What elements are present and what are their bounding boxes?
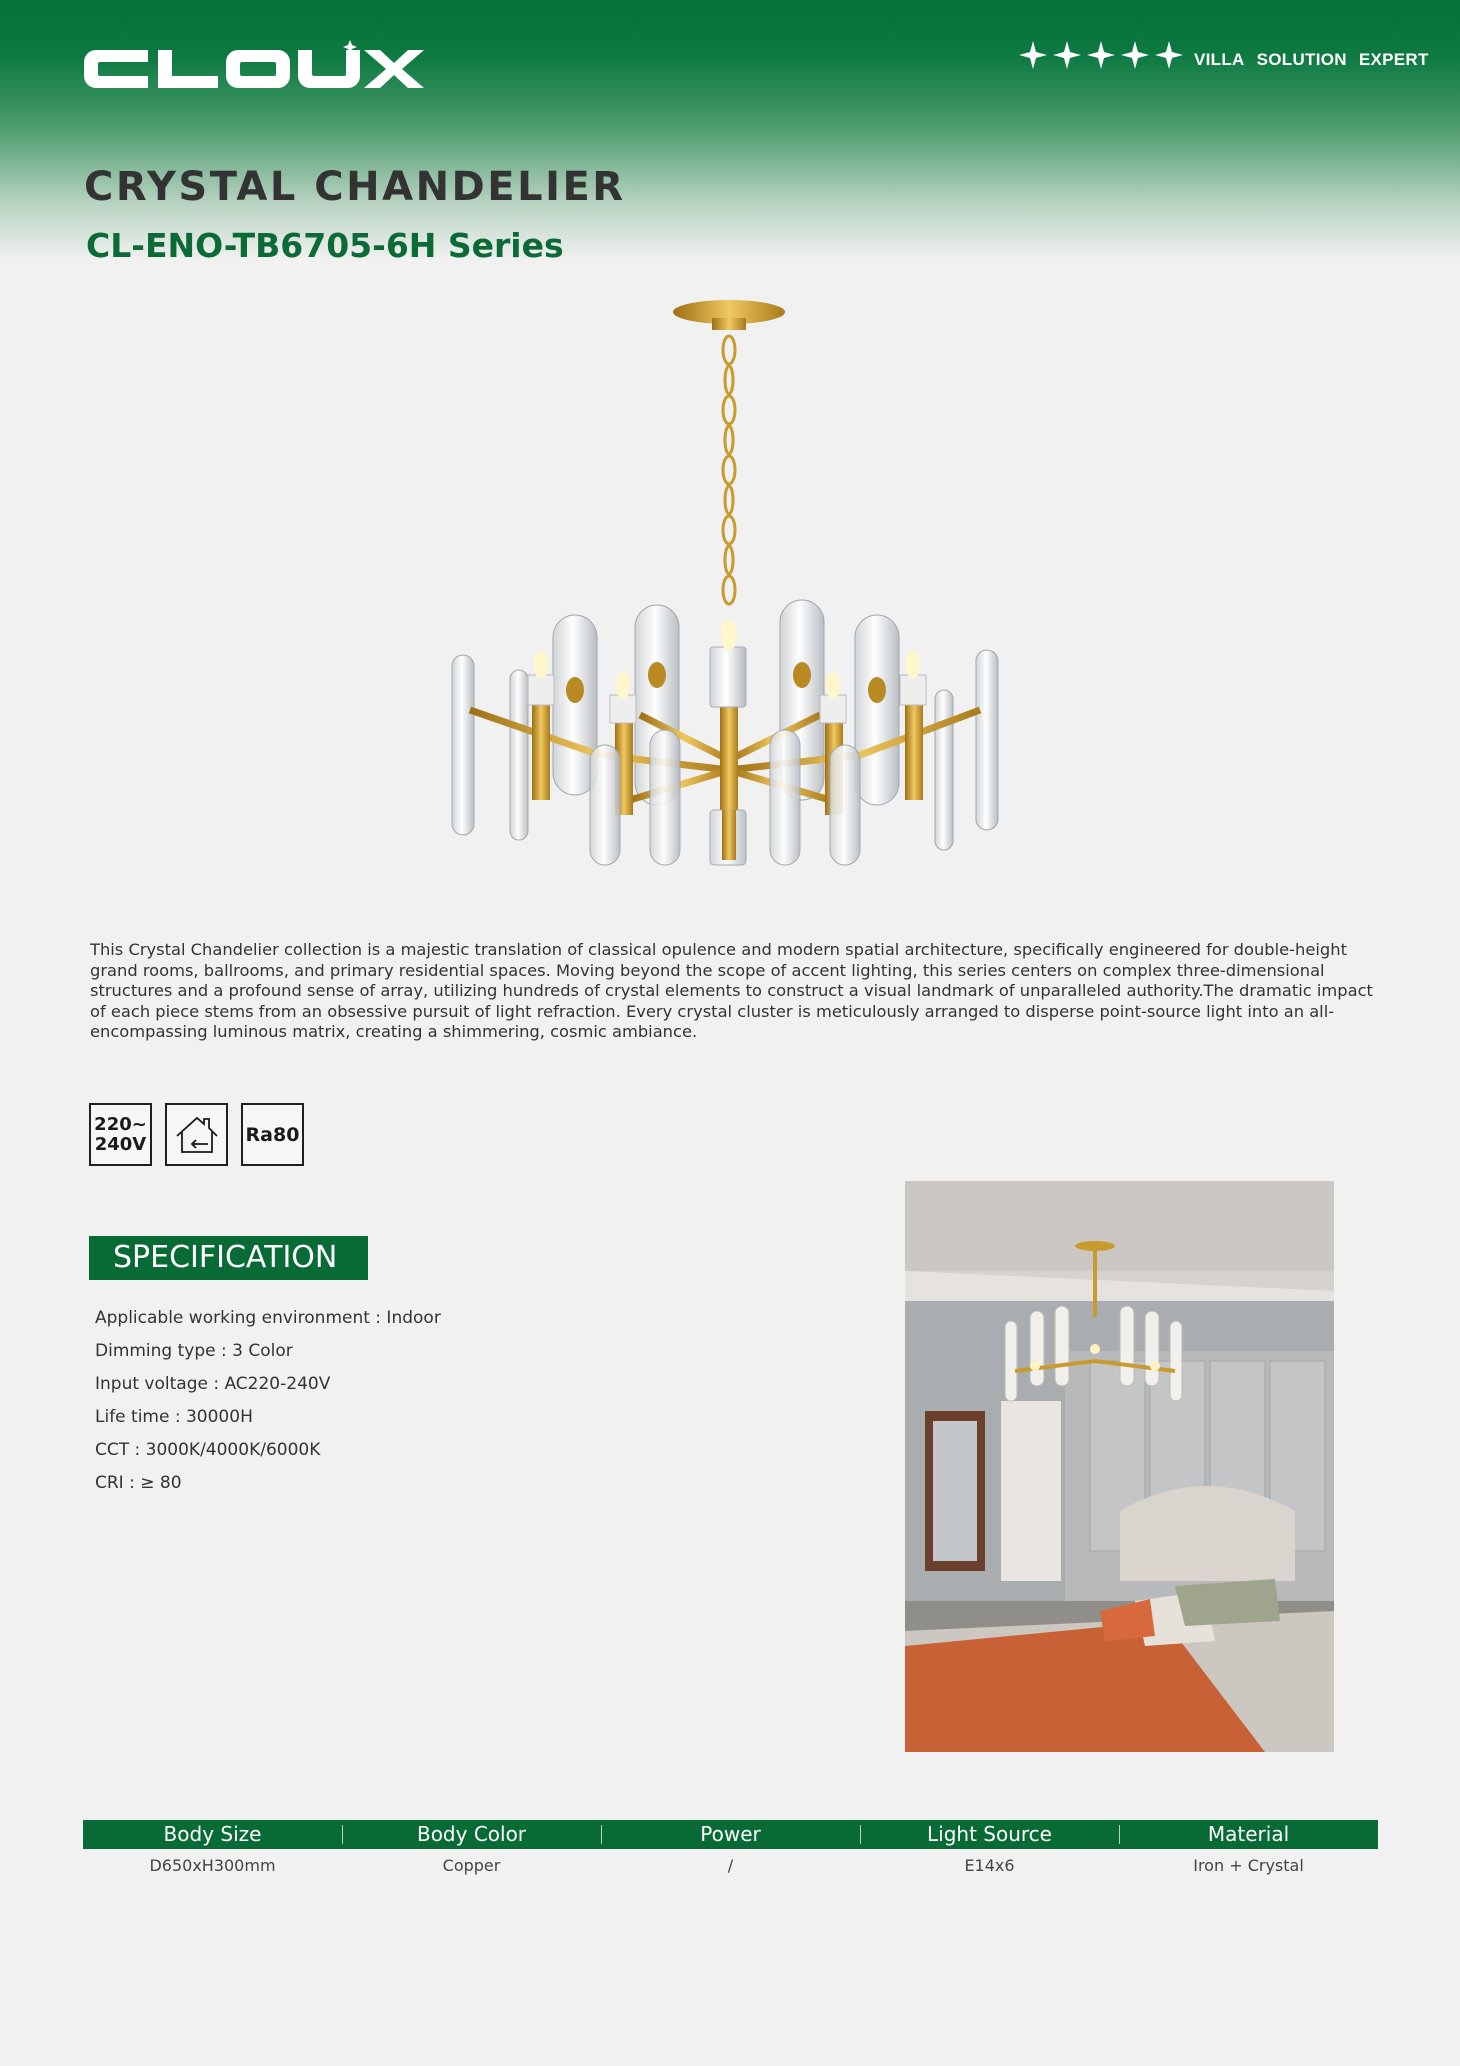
spec-item: CRI : ≥ 80 — [95, 1473, 182, 1493]
indoor-house-icon — [165, 1103, 228, 1166]
rating-stars — [1018, 40, 1184, 76]
feature-icons — [89, 1103, 304, 1166]
tagline-word: SOLUTION — [1256, 50, 1347, 69]
room-scene-image — [905, 1181, 1334, 1752]
spec-item: Life time : 30000H — [95, 1407, 253, 1427]
cri-label: Ra80 — [245, 1123, 300, 1146]
star-icon — [1086, 40, 1116, 70]
table-header-body-size: Body Size — [163, 1822, 262, 1846]
page-title: CRYSTAL CHANDELIER — [84, 164, 626, 210]
specification-heading: SPECIFICATION — [89, 1236, 368, 1280]
chandelier-product-image — [440, 290, 1010, 880]
tagline-word: EXPERT — [1358, 50, 1429, 69]
voltage-icon — [89, 1103, 152, 1166]
header-band — [0, 0, 1460, 260]
product-description: This Crystal Chandelier collection is a majestic translation of classical opulence and modern spatial architecture, specifically engineered for double-height grand rooms, ballrooms, and primary residential spaces. Moving beyond the scope of accent lighting, this series centers on complex three-dimensional structures and a profound sense of array, utilizing hundreds of crystal elements to construct a visual landmark of unparalleled authority.The dramatic impact of each piece stems from an obsessive pursuit of light refraction. Every crystal cluster is meticulously arranged to disperse point-source light into an all-encompassing luminous matrix, creating a shimmering, cosmic ambiance. — [90, 940, 1373, 1042]
table-header-power: Power — [601, 1820, 860, 1849]
table-cell-power: / — [727, 1856, 734, 1875]
series-name: CL-ENO-TB6705-6H Series — [86, 226, 564, 265]
spec-table-header — [83, 1820, 1378, 1849]
table-cell-body-color: Copper — [442, 1856, 501, 1875]
star-icon — [1018, 40, 1048, 70]
voltage-line1: 220~ — [94, 1113, 147, 1135]
table-cell-body-size: D650xH300mm — [149, 1856, 276, 1875]
table-cell-light-source: E14x6 — [964, 1856, 1015, 1875]
tagline-word: VILLA — [1194, 50, 1245, 69]
star-icon — [1052, 40, 1082, 70]
house-icon — [174, 1114, 220, 1156]
star-icon — [1154, 40, 1184, 70]
specification-list — [95, 1302, 441, 1500]
table-header-light-source: Light Source — [860, 1820, 1119, 1849]
spec-item: Applicable working environment : Indoor — [95, 1308, 441, 1328]
table-cell-material: Iron + Crystal — [1193, 1856, 1304, 1875]
spec-item: CCT : 3000K/4000K/6000K — [95, 1440, 321, 1460]
table-header-body-color: Body Color — [342, 1820, 601, 1849]
spec-item: Dimming type : 3 Color — [95, 1341, 293, 1361]
spec-item: Input voltage : AC220-240V — [95, 1374, 331, 1394]
table-header-material: Material — [1119, 1820, 1378, 1849]
cri-icon — [241, 1103, 304, 1166]
star-icon — [1120, 40, 1150, 70]
tagline — [1194, 50, 1429, 70]
voltage-line2: 240V — [94, 1133, 147, 1155]
cloux-logo — [82, 40, 438, 106]
table-row — [83, 1856, 1378, 1875]
